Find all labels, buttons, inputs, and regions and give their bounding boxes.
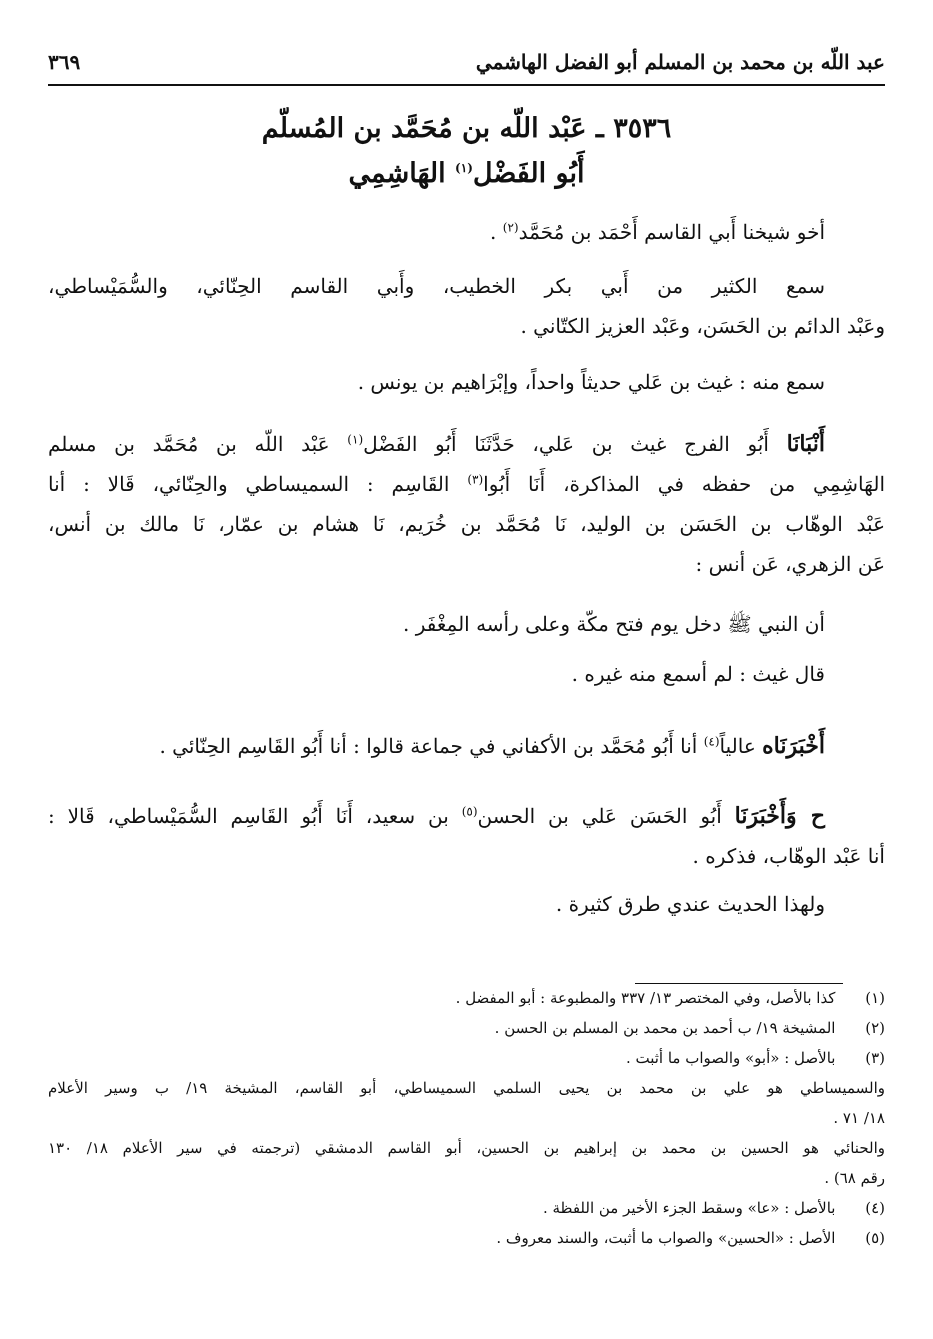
footnote-ref-3: (٣): [467, 472, 484, 487]
text-line: عَن الزهري، عَن أنس :: [695, 552, 885, 576]
footnote-ref-1b: (١): [347, 432, 364, 447]
footnote-text: المشيخة ١٩/ ب أحمد بن محمد بن المسلم بن الحسن .: [494, 1019, 836, 1037]
text-line: [48, 796, 885, 836]
footnote-ref-5: (٥): [461, 804, 478, 819]
text-line: [48, 464, 885, 504]
text-line: عَبْد الوهّاب بن الحَسَن بن الوليد، نَا مُحَمَّد بن خُرَيم، نَا هشام بن عمّار، نَا مالك بن أنس،: [48, 512, 885, 536]
paragraph-teachers: [48, 266, 885, 346]
text-line: سمع الكثير من أَبي بكر الخطيب، وأَبي القاسم الحِنّائي، والسُّمَيْساطي،: [48, 274, 825, 298]
footnote-text: كذا بالأصل، وفي المختصر ١٣/ ٣٣٧ والمطبوعة : أبو المفضل .: [455, 989, 836, 1007]
text-line: سمع منه : غيث بن عَلي حديثاً واحداً، وإبْرَاهيم بن يونس .: [357, 370, 825, 394]
footnote-ref-2: (٢): [502, 220, 519, 235]
text-line: قال غيث : لم أسمع منه غيره .: [571, 662, 825, 686]
footnote-text: بالأصل : «عا» وسقط الجزء الأخير من اللفظة .: [542, 1199, 836, 1217]
header-rule: [48, 84, 885, 86]
lead-word: أَخْبَرَنَاه: [762, 733, 825, 759]
paragraph-hadith-text: [48, 604, 885, 644]
text-run: عَبْد اللّه بن مُحَمَّد بن مسلم: [48, 432, 348, 456]
text-run: أَبُو الحَسَن عَلي بن الحسن: [477, 804, 735, 828]
footnote-4: [48, 1193, 885, 1223]
text-run: أَبُو الفرج غيث بن عَلي، حَدَّثَنَا أَبُو الفَضْل: [363, 432, 787, 456]
text-run: عالياً: [719, 734, 763, 758]
footnote-number: (٣): [865, 1049, 885, 1067]
paragraph-isnad: [48, 424, 885, 584]
entry-nisba: الهَاشِمِي: [348, 158, 456, 189]
text-line: أن النبي ﷺ دخل يوم فتح مكّة وعلى رأسه المِغْفَر .: [402, 612, 825, 636]
text-run: .: [490, 220, 503, 244]
paragraph-students: [48, 362, 885, 402]
footnote-number: (٥): [865, 1229, 885, 1247]
text-line: وعَبْد الدائم بن الحَسَن، وعَبْد العزيز الكتّاني .: [520, 314, 885, 338]
footnote-number: (٢): [865, 1019, 885, 1037]
footnote-2: [48, 1013, 885, 1043]
footnote-text: الأصل : «الحسين» والصواب ما أثبت، والسند معروف .: [496, 1229, 836, 1247]
footnote-3-sumaysati-line-1: والسميساطي هو علي بن محمد بن يحيى السلمي السميساطي، أبو القاسم، المشيخة ١٩/ ب وسير الأعلام: [48, 1079, 885, 1097]
text-line: [48, 212, 885, 252]
footnote-text: بالأصل : «أبو» والصواب ما أثبت .: [625, 1049, 836, 1067]
paragraph-brother: [48, 212, 885, 252]
paragraph-closing: [48, 884, 885, 924]
text-line: [48, 424, 885, 464]
paragraph-akhbarana: [48, 726, 885, 766]
text-line: ولهذا الحديث عندي طرق كثيرة .: [555, 892, 825, 916]
footnote-ref-1: (١): [455, 161, 473, 175]
paragraph-ghaith-remark: [48, 654, 885, 694]
entry-title-line-2: [48, 158, 885, 189]
page-number: ٣٦٩: [48, 50, 81, 74]
entry-kunya: أَبُو الفَضْل: [472, 158, 585, 189]
footnote-3-hinnai-line-2: رقم ٦٨) .: [824, 1169, 885, 1187]
lead-word: ح وَأَخْبَرَنَا: [734, 803, 825, 829]
footnotes: [48, 983, 885, 1253]
running-title: عبد اللّه بن محمد بن المسلم أبو الفضل الهاشمي: [475, 50, 885, 74]
text-run: أنا أَبُو مُحَمَّد بن الأكفاني في جماعة قالوا : أنا أَبُو القَاسِم الحِنّائي .: [159, 734, 704, 758]
footnote-3-hinnai-line-1: والحنائي هو الحسين بن محمد بن إبراهيم بن الحسين، أبو القاسم الدمشقي (ترجمته في سير الأعلام ١٨/ ١٣٠: [48, 1139, 885, 1157]
running-head: [48, 46, 885, 82]
text-run: القَاسِم : السميساطي والحِنّائي، قَالا : أنا: [48, 472, 468, 496]
text-run: الهَاشِمِي من حفظه في المذاكرة، أَنَا أَبُوا: [483, 472, 885, 496]
text-line: أنا عَبْد الوهّاب، فذكره .: [692, 844, 885, 868]
footnote-1: [48, 983, 885, 1013]
text-run: بن سعيد، أَنَا أَبُو القَاسِم السُّمَيْساطي، قَالا :: [48, 804, 462, 828]
lead-word: أَنْبَانَا: [786, 431, 826, 457]
paragraph-second-chain: [48, 796, 885, 876]
footnote-number: (١): [865, 989, 885, 1007]
entry-title-line-1: ٣٥٣٦ ـ عَبْد اللّه بن مُحَمَّد بن المُسلّم: [261, 113, 672, 144]
footnote-3: [48, 1043, 885, 1073]
text-run: أخو شيخنا أَبي القاسم أَحْمَد بن مُحَمَّد: [518, 220, 825, 244]
text-line: [48, 726, 885, 766]
footnote-3-sumaysati-line-2: ١٨/ ٧١ .: [833, 1109, 885, 1127]
footnote-ref-4: (٤): [703, 734, 720, 749]
footnote-5: [48, 1223, 885, 1253]
footnote-number: (٤): [865, 1199, 885, 1217]
